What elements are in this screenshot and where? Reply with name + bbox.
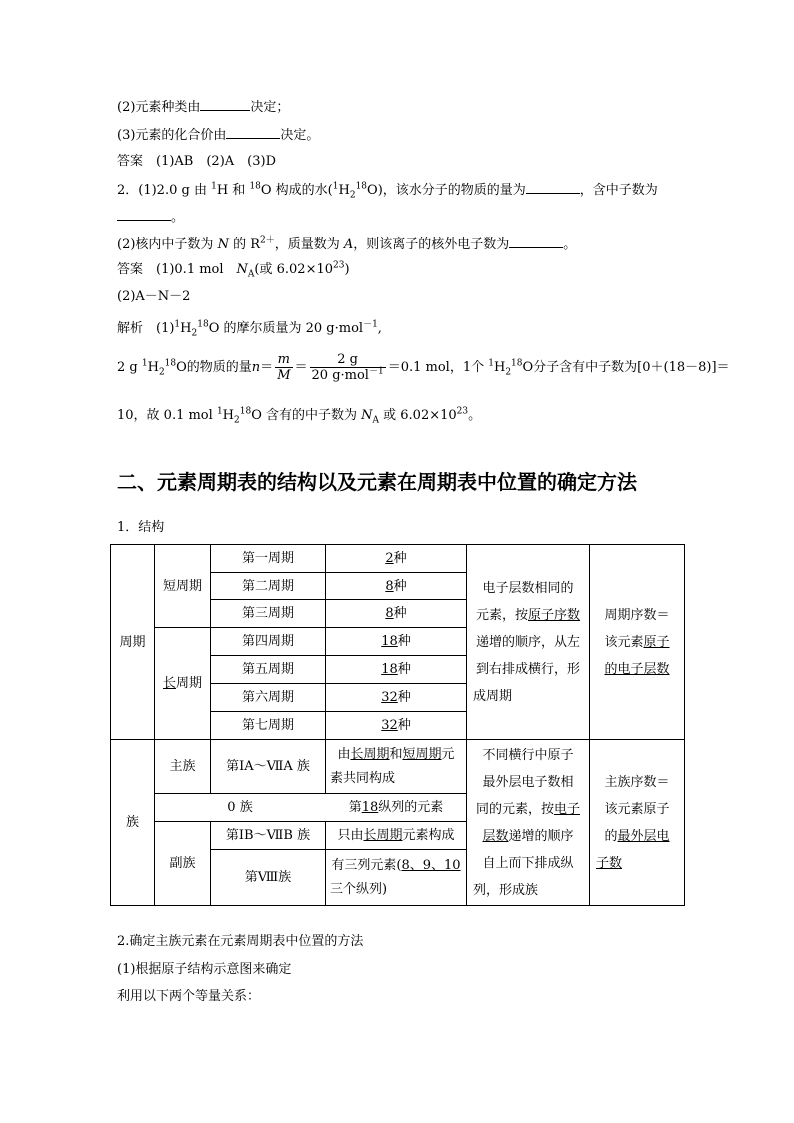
text: O 含有的中子数为 xyxy=(251,408,362,423)
text: 电子层数相同的 xyxy=(482,580,574,596)
sup: 1 xyxy=(332,181,339,192)
text: 的 xyxy=(604,828,618,844)
period-name: 第三周期 xyxy=(241,606,294,621)
text: 2 g xyxy=(117,360,142,375)
period-count xyxy=(326,656,466,683)
sup: －1 xyxy=(363,319,378,330)
unit: 种 xyxy=(397,718,411,733)
analysis-3: 10，故 0.1 mol $^1H_2^{18}O$ 含有的中子数为 $N_A$ 或 $6.02\times 10^{23}$。 xyxy=(117,406,482,426)
text: 该元素原子 xyxy=(604,801,670,817)
period-description xyxy=(467,545,589,739)
section-title: 二、元素周期表的结构以及元素在周期表中位置的确定方法 xyxy=(117,470,637,494)
main-group-range: 第ⅠA～ⅦA 族 xyxy=(226,759,310,774)
answer-1: 答案 (1)AB (2)A (3)D xyxy=(117,154,276,169)
period-name: 第四周期 xyxy=(241,634,294,649)
text: (2)核内中子数为 xyxy=(117,237,218,252)
period-count xyxy=(326,573,466,599)
unit: 种 xyxy=(393,578,407,594)
text: 不同横行中原子 xyxy=(482,747,574,763)
text: 的 R xyxy=(228,237,260,252)
text: 。 xyxy=(171,210,185,225)
text: ) xyxy=(344,262,350,277)
text: , xyxy=(377,321,382,336)
text: O分子含有中子数为[0＋(18－8)]＝ xyxy=(522,360,730,375)
text: 2．(1)2.0 g 由 xyxy=(117,183,212,198)
text: 同的元素，按 xyxy=(475,801,554,817)
zero-group-label: 0 族 xyxy=(227,800,253,815)
text: 列，形成族 xyxy=(473,882,539,898)
text: 周期 xyxy=(176,676,203,691)
text: 的电子层数 xyxy=(604,661,670,677)
period-name: 第五周期 xyxy=(241,662,294,677)
text: H xyxy=(180,321,192,336)
var: N xyxy=(361,408,373,423)
text: 元素构成 xyxy=(402,828,455,843)
sub: 2 xyxy=(191,328,198,339)
period-label: 周期 xyxy=(119,634,146,650)
text: 周期序数＝ xyxy=(604,607,670,623)
text: 20 g·mol xyxy=(311,368,369,383)
text: 元素，按 xyxy=(475,607,528,623)
main-group-desc xyxy=(326,740,466,793)
text: O 构成的水( xyxy=(260,183,333,198)
var: M xyxy=(277,368,291,383)
sub-group-desc xyxy=(326,822,466,849)
text: 。 xyxy=(468,408,482,423)
period-count xyxy=(326,712,466,739)
period-name: 第七周期 xyxy=(241,718,294,733)
value: 8 xyxy=(385,606,394,621)
text: ＝ xyxy=(260,360,274,375)
period-count xyxy=(326,545,466,572)
period-name: 第二周期 xyxy=(241,578,294,594)
analysis-2: 2 g $^1H_2^{18}O$的物质的量n＝ $\frac{m}{M}$ ＝ $\frac{2 g}{20 g\cdot mol^{-1}}$ ＝0.1 mol，1个 $^1H_2^{18}O$分子含有中子数为[0＋(18－8)]＝ xyxy=(117,352,730,383)
zero-group-desc xyxy=(326,794,466,821)
text: 由 xyxy=(337,746,351,762)
short-period-label: 短周期 xyxy=(162,578,202,594)
text: 决定。 xyxy=(280,128,320,143)
text: 原子 xyxy=(643,634,670,650)
value: 18 xyxy=(381,662,398,677)
sup: 18 xyxy=(249,181,261,192)
family-description xyxy=(467,740,589,905)
text: 18 xyxy=(361,800,379,815)
period-count xyxy=(326,600,466,627)
value: 32 xyxy=(381,718,398,733)
sup: 18 xyxy=(355,181,368,192)
period-count xyxy=(326,684,466,711)
sup: 23 xyxy=(456,406,469,417)
text: 长周期 xyxy=(350,746,390,762)
text: 最外层电 xyxy=(617,828,670,844)
text: 子数 xyxy=(596,855,623,871)
family-rule xyxy=(590,740,684,905)
sup: －1 xyxy=(368,366,384,377)
text: 8、9、10 xyxy=(401,857,461,873)
text: 纵列的元素 xyxy=(378,800,444,815)
text-line xyxy=(476,602,580,629)
text-line xyxy=(482,823,573,850)
unit: 种 xyxy=(393,551,407,566)
text: ，含中子数为 xyxy=(579,183,658,198)
text: 10，故 0.1 mol xyxy=(117,408,217,423)
sup: 1 xyxy=(174,319,181,330)
text: 只由 xyxy=(337,828,364,843)
var: N xyxy=(236,262,248,277)
period-rule xyxy=(590,545,684,739)
text: 和 xyxy=(389,746,403,762)
text: 元 xyxy=(441,746,455,762)
text: 或 6.02×10 xyxy=(379,408,457,423)
text-line xyxy=(604,629,669,656)
text: (3)元素的化合价由 xyxy=(117,128,227,143)
text: 递增的顺序，从左 xyxy=(475,634,580,650)
sup: 18 xyxy=(197,319,209,330)
value: 2 xyxy=(385,551,394,566)
period-count xyxy=(326,628,466,655)
text: 递增的顺序 xyxy=(508,828,574,844)
sub: A xyxy=(247,269,255,280)
text-line xyxy=(337,743,454,767)
text: 层数 xyxy=(482,828,509,844)
text: H 和 xyxy=(216,183,250,198)
numerator: 2 g xyxy=(310,352,386,368)
unit: 种 xyxy=(393,606,407,621)
sub: A xyxy=(372,415,380,426)
value: 32 xyxy=(381,690,398,705)
var: m xyxy=(277,352,290,367)
text-line xyxy=(476,796,580,823)
text-line xyxy=(331,854,460,878)
unit: 种 xyxy=(397,690,411,705)
text: ＝ xyxy=(294,360,308,375)
text: ，则该离子的核外电子数为 xyxy=(353,237,510,252)
value: 18 xyxy=(381,634,398,649)
family-label: 族 xyxy=(125,815,139,830)
answer-2b: (2)A－N－2 xyxy=(117,289,191,304)
text: 电子 xyxy=(554,801,581,817)
text: 长 xyxy=(162,676,176,691)
text: 答案 (1)0.1 mol xyxy=(117,262,237,277)
sub-group-range: 第ⅠB～ⅦB 族 xyxy=(225,828,311,843)
text: 决定； xyxy=(250,100,290,115)
method-relation: 利用以下两个等量关系： xyxy=(117,989,261,1004)
text: 有三列元素( xyxy=(331,857,402,873)
text: 原子序数 xyxy=(528,607,581,623)
text: ，质量数为 xyxy=(274,237,344,252)
text: 最外层电子数相 xyxy=(482,774,574,790)
method-step-1: (1)根据原子结构示意图来确定 xyxy=(117,962,292,977)
var: A xyxy=(343,237,354,252)
text: 短周期 xyxy=(402,746,442,762)
group-viii-label: 第Ⅷ族 xyxy=(244,870,292,885)
sub: 2 xyxy=(349,190,356,201)
unit: 种 xyxy=(397,634,411,649)
text: O)，该水分子的物质的量为 xyxy=(367,183,526,198)
period-name: 第一周期 xyxy=(241,551,294,566)
text: 自上而下排成纵 xyxy=(482,855,574,871)
period-name: 第六周期 xyxy=(241,690,294,705)
sup: 23 xyxy=(333,260,345,271)
var: N xyxy=(217,237,229,252)
text: 素共同构成 xyxy=(330,770,396,786)
text: 。 xyxy=(563,237,577,252)
text: 成周期 xyxy=(473,688,513,704)
value: 8 xyxy=(385,578,394,594)
text: 主族序数＝ xyxy=(604,774,670,790)
text: (或 6.02×10 xyxy=(254,262,334,277)
text: 解析 (1) xyxy=(117,321,175,336)
long-period-label xyxy=(155,628,210,739)
group-viii-desc xyxy=(326,850,466,905)
text: 第 xyxy=(348,800,362,815)
sub-group-label: 副族 xyxy=(169,856,196,871)
text-line xyxy=(604,823,669,850)
main-group-label: 主族 xyxy=(169,759,196,774)
method-heading: 2.确定主族元素在元素周期表中位置的方法 xyxy=(117,934,364,949)
text: 三个纵列) xyxy=(330,881,388,897)
sup: 2＋ xyxy=(260,235,275,246)
var: n xyxy=(251,360,261,375)
text: 该元素 xyxy=(604,634,644,650)
sup: 1 xyxy=(211,181,217,192)
text: 长周期 xyxy=(363,828,403,843)
text: O 的摩尔质量为 20 g·mol xyxy=(208,321,364,336)
text: O的物质的量 xyxy=(176,360,252,375)
unit: 种 xyxy=(397,662,411,677)
text: ＝0.1 mol，1个 xyxy=(387,360,489,375)
subheading-structure: 1．结构 xyxy=(117,520,165,535)
text: (2)元素种类由 xyxy=(117,100,201,115)
text: 到右排成横行，形 xyxy=(475,661,580,677)
text: H xyxy=(338,183,350,198)
